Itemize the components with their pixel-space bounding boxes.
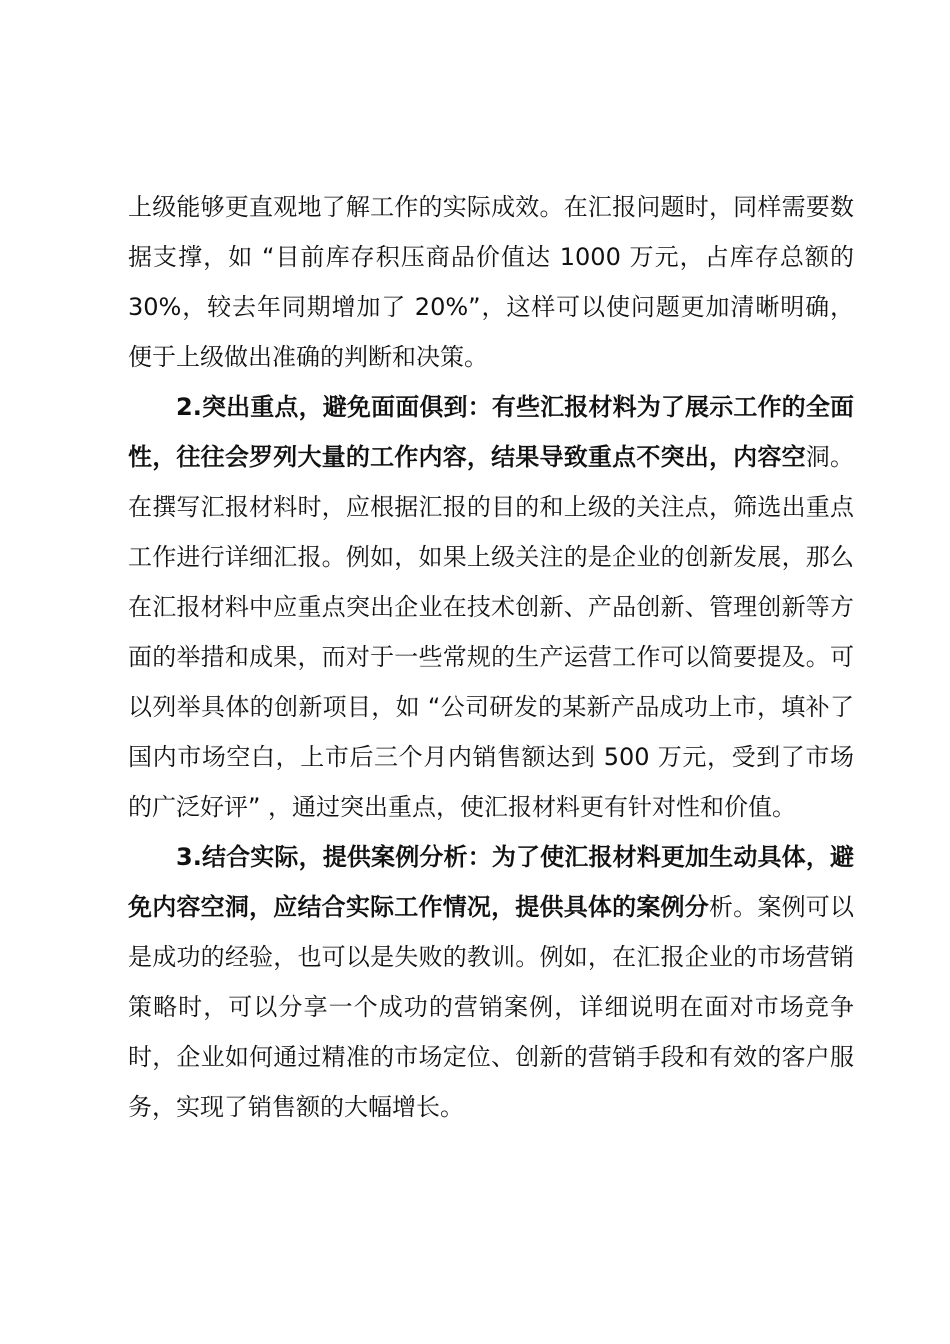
- paragraph-text: 上级能够更直观地了解工作的实际成效。在汇报问题时，同样需要数据支撑，如 “目前库存积压商品价值达 1000 万元，占库存总额的 30%，较去年同期增加了 20%”，这样可以使问题更加清晰明确，便于上级做出准确的判断和决策。: [128, 193, 854, 371]
- paragraph-bold-lead: 3.结合实际，提供案例分析：为了使汇报材料更加生动具体，避免内容空洞，应结合实际工作情况，提供具体的案例分: [128, 843, 854, 921]
- document-body: [128, 182, 854, 1132]
- paragraph-case-analysis: [128, 832, 854, 1132]
- paragraph-highlight-focus: [128, 382, 854, 832]
- paragraph-continuation: [128, 182, 854, 382]
- paragraph-text: 析。案例可以是成功的经验，也可以是失败的教训。例如，在汇报企业的市场营销策略时，可以分享一个成功的营销案例，详细说明在面对市场竞争时，企业如何通过精准的市场定位、创新的营销手段和有效的客户服务，实现了销售额的大幅增长。: [128, 893, 855, 1121]
- paragraph-bold-lead: 2.突出重点，避免面面俱到：有些汇报材料为了展示工作的全面性，往往会罗列大量的工作内容，结果导致重点不突出，内容空: [128, 393, 854, 471]
- paragraph-text: 洞。在撰写汇报材料时，应根据汇报的目的和上级的关注点，筛选出重点工作进行详细汇报。例如，如果上级关注的是企业的创新发展，那么在汇报材料中应重点突出企业在技术创新、产品创新、管理创新等方面的举措和成果，而对于一些常规的生产运营工作可以简要提及。可以列举具体的创新项目，如 “公司研发的某新产品成功上市，填补了国内市场空白，上市后三个月内销售额达到 500 万元，受到了市场的广泛好评” ，通过突出重点，使汇报材料更有针对性和价值。: [128, 443, 855, 821]
